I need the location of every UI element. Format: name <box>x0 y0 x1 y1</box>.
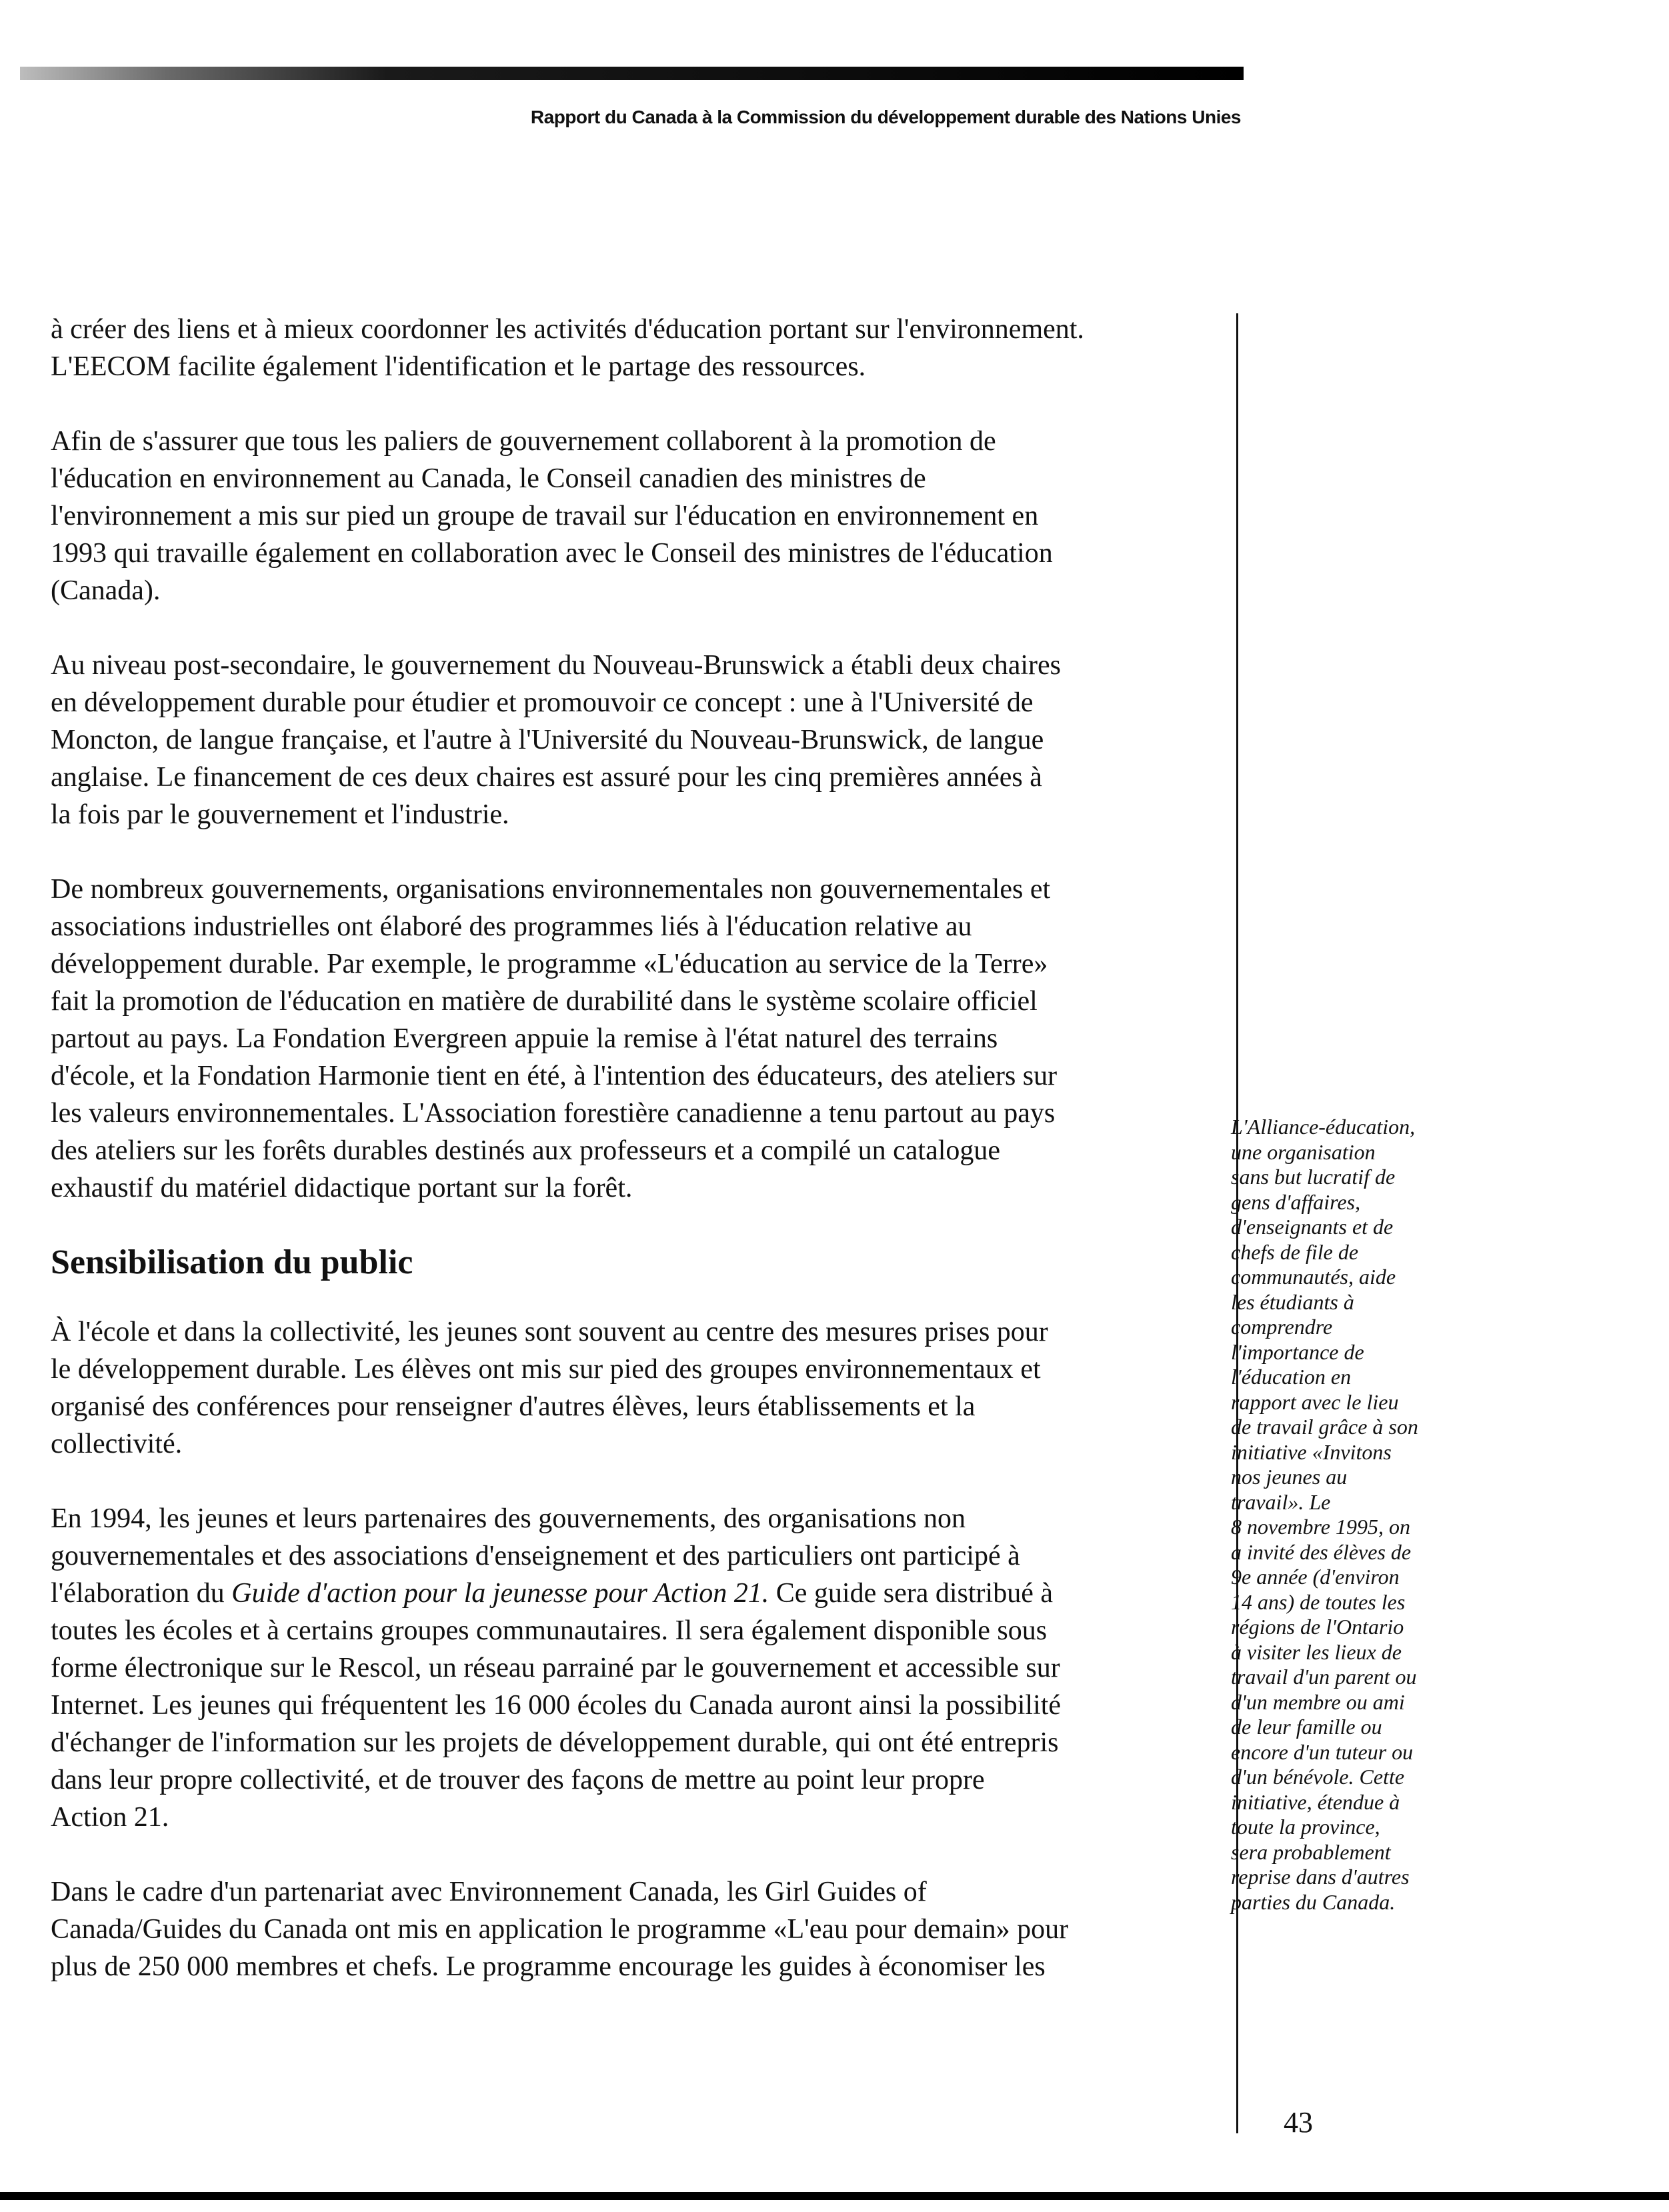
running-header: Rapport du Canada à la Commission du développement durable des Nations Unies <box>530 107 1241 127</box>
footer-rule <box>0 2192 1669 2200</box>
guide-text-before: En 1994, les jeunes et leurs partenaires des gouvernements, des organisations non gouvernementales et des associations d'enseignement et des particuliers ont participé à l'élaboration du <box>51 1503 1020 1609</box>
paragraph-conseil-ministres: Afin de s'assurer que tous les paliers de gouvernement collaborent à la promotion de l'éducation en environnement au Canada, le Conseil canadien des ministres de l'environnement a mis sur pied un groupe de travail sur l'éducation en environnement en 1993 qui travaille également en collaboration avec le Conseil des ministres de l'éducation (Canada). <box>51 426 1053 606</box>
guide-text-after: Ce guide sera distribué à toutes les écoles et à certains groupes communautaires. Il sera également disponible sous forme électronique sur le Rescol, un réseau parrainé par le gouvernement et accessible sur Internet. Les jeunes qui fréquentent les 16 000 écoles du Canada auront ainsi la possibilité d'échanger de l'information sur les projets de développement durable, qui ont été entrepris dans leur propre collectivité, et de trouver des façons de mettre au point leur propre Action 21. <box>51 1578 1062 1833</box>
paragraph-guide-action <box>51 1500 1224 1836</box>
sidebar-note: L'Alliance-éducation, une organisation sans but lucratif de gens d'affaires, d'enseignants et de chefs de file de communautés, aide les étudiants à comprendre l'importance de l'éducation en rapport avec le lieu de travail grâce à son initiative «Invitons nos jeunes au travail». Le 8 novembre 1995, on a invité des élèves de 9e année (d'environ 14 ans) de toutes les régions de l'Ontario à visiter les lieux de travail d'un parent ou d'un membre ou ami de leur famille ou encore d'un tuteur ou d'un bénévole. Cette initiative, étendue à toute la province, sera probablement reprise dans d'autres parties du Canada. <box>1231 1115 1418 1914</box>
paragraph-post-secondaire: Au niveau post-secondaire, le gouvernement du Nouveau-Brunswick a établi deux chaires en développement durable pour étudier et promouvoir ce concept : une à l'Université de Moncton, de langue française, et l'autre à l'Université du Nouveau-Brunswick, de langue anglaise. Le financement de ces deux chaires est assuré pour les cinq premières années à la fois par le gouvernement et l'industrie. <box>51 650 1061 830</box>
header-rule <box>20 67 1244 80</box>
paragraph-girl-guides: Dans le cadre d'un partenariat avec Environnement Canada, les Girl Guides of Canada/Guides du Canada ont mis en application le programme «L'eau pour demain» pour plus de 250 000 membres et chefs. Le programme encourage les guides à économiser les <box>51 1877 1069 1982</box>
main-column <box>51 311 1224 2023</box>
section-heading: Sensibilisation du public <box>51 1243 413 1281</box>
paragraph-jeunes-ecole: À l'école et dans la collectivité, les jeunes sont souvent au centre des mesures prises pour le développement durable. Les élèves ont mis sur pied des groupes environnementaux et organisé des conférences pour renseigner d'autres élèves, leurs établissements et la collectivité. <box>51 1317 1048 1459</box>
paragraph-eecom: à créer des liens et à mieux coordonner les activités d'éducation portant sur l'environnement. L'EECOM facilite également l'identification et le partage des ressources. <box>51 314 1084 382</box>
paragraph-programmes: De nombreux gouvernements, organisations environnementales non gouvernementales et associations industrielles ont élaboré des programmes liés à l'éducation relative au développement durable. Par exemple, le programme «L'éducation au service de la Terre» fait la promotion de l'éducation en matière de durabilité dans le système scolaire officiel partout au pays. La Fondation Evergreen appuie la remise à l'état naturel des terrains d'école, et la Fondation Harmonie tient en été, à l'intention des éducateurs, des ateliers sur les valeurs environnementales. L'Association forestière canadienne a tenu partout au pays des ateliers sur les forêts durables destinés aux professeurs et a compilé un catalogue exhaustif du matériel didactique portant sur la forêt. <box>51 874 1058 1203</box>
page-number: 43 <box>1284 2106 1313 2139</box>
guide-title: Guide d'action pour la jeunesse pour Action 21. <box>231 1578 769 1609</box>
